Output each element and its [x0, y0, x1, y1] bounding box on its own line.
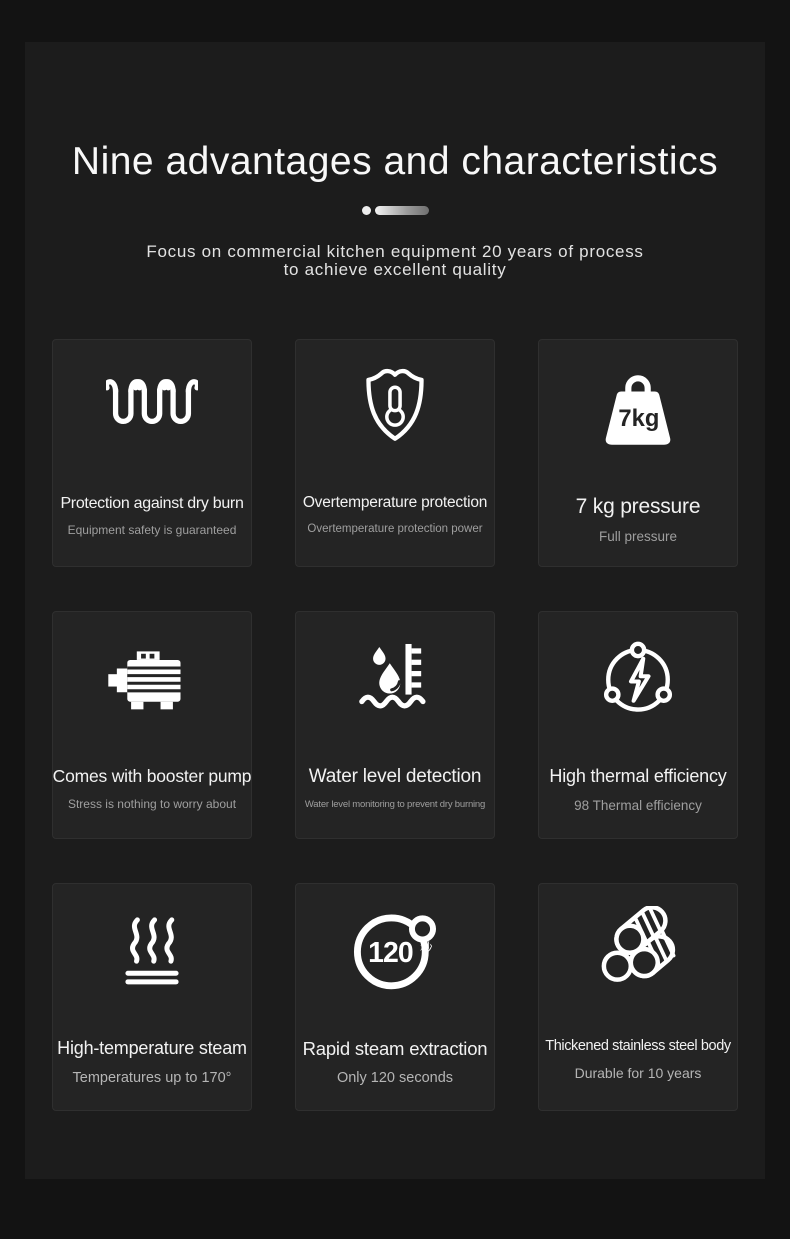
card-protection-dry-burn: [52, 339, 252, 567]
page-title: Nine advantages and characteristics: [71, 140, 719, 183]
card-title: High-temperature steam: [57, 1038, 247, 1058]
card-high-temperature-steam: [52, 883, 252, 1111]
water-level-icon: [351, 614, 439, 742]
heating-elements-icon: [106, 342, 198, 470]
carousel-dot-icon[interactable]: [362, 206, 371, 215]
card-subtitle: Full pressure: [598, 529, 678, 545]
card-title: Rapid steam extraction: [302, 1038, 488, 1059]
card-7kg-pressure: [538, 339, 738, 567]
card-title: 7 kg pressure: [575, 495, 701, 518]
carousel-active-bar-icon[interactable]: [375, 206, 429, 215]
page-subtitle-line2: to achieve excellent quality: [283, 260, 507, 280]
card-thermal-efficiency: [538, 611, 738, 839]
shield-thermometer-icon: [356, 342, 434, 470]
card-title: Protection against dry burn: [60, 495, 244, 512]
card-stainless-steel-body: [538, 883, 738, 1111]
content-panel: [25, 42, 765, 1179]
card-title: Thickened stainless steel body: [545, 1038, 731, 1054]
card-subtitle: Water level monitoring to prevent dry burning: [304, 798, 486, 810]
carousel-indicator[interactable]: [25, 206, 765, 215]
timer-icon-unit: 秒: [419, 940, 433, 955]
weight-icon-label: 7kg: [618, 404, 660, 432]
booster-pump-icon: [104, 614, 200, 742]
card-subtitle: Temperatures up to 170°: [72, 1069, 232, 1086]
card-subtitle: 98 Thermal efficiency: [574, 797, 702, 813]
card-title: Water level detection: [308, 766, 482, 787]
card-title: High thermal efficiency: [549, 766, 727, 786]
card-title: Comes with booster pump: [52, 766, 252, 786]
card-subtitle: Durable for 10 years: [574, 1065, 702, 1082]
steel-pipes-icon: [593, 886, 683, 1014]
steam-icon: [109, 886, 195, 1014]
card-overtemperature-protection: [295, 339, 495, 567]
timer-icon-label: 120: [368, 936, 413, 969]
weight-icon: [594, 342, 682, 470]
card-subtitle: Only 120 seconds: [336, 1070, 454, 1087]
page-subtitle-line1: Focus on commercial kitchen equipment 20 years of process: [146, 241, 644, 261]
card-water-level-detection: [295, 611, 495, 839]
page-subtitle: [25, 243, 765, 280]
card-subtitle: Equipment safety is guaranteed: [67, 523, 237, 538]
timer-icon: [349, 886, 441, 1014]
feature-grid: [52, 339, 738, 1111]
card-title: Overtemperature protection: [302, 494, 488, 511]
card-subtitle: Overtemperature protection power: [307, 522, 483, 535]
card-subtitle: Stress is nothing to worry about: [67, 797, 237, 811]
card-rapid-steam-extraction: [295, 883, 495, 1111]
card-booster-pump: [52, 611, 252, 839]
thermal-efficiency-icon: [594, 614, 682, 742]
